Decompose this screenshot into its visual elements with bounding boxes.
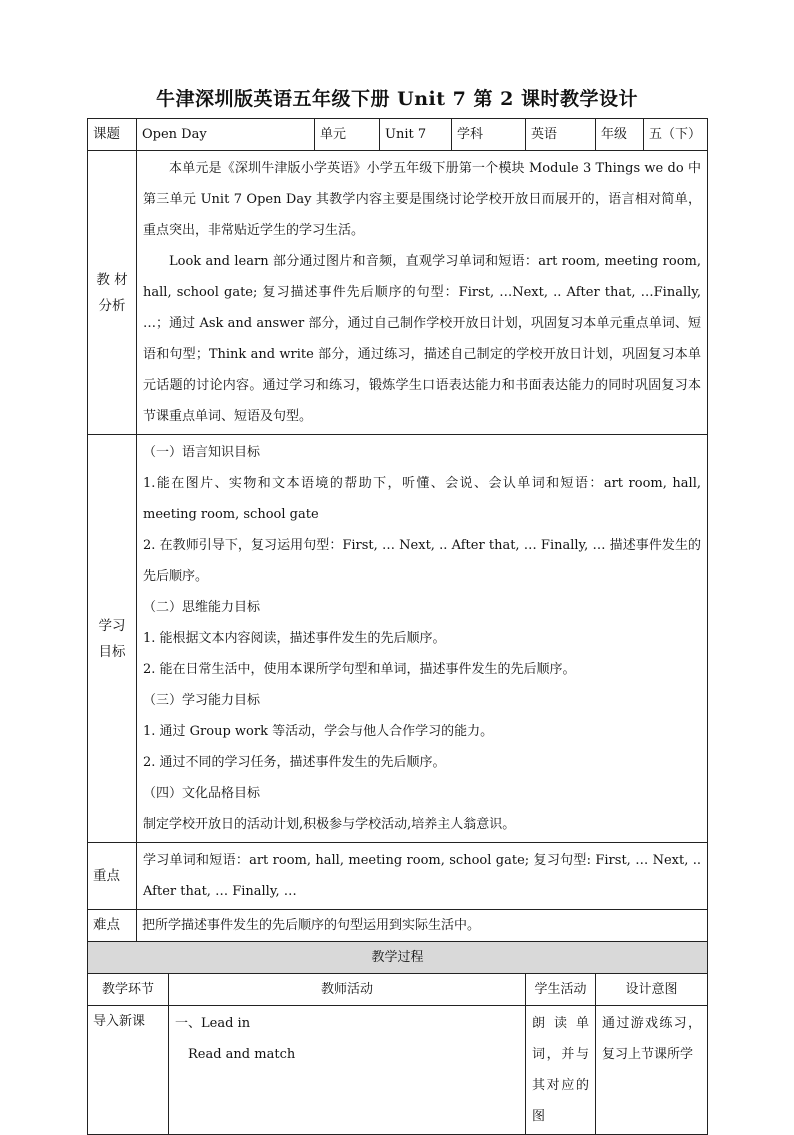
difficulties-text: 把所学描述事件发生的先后顺序的句型运用到实际生活中。 (137, 910, 708, 942)
process-intent (596, 1006, 708, 1135)
goal-line: 1. 通过 Group work 等活动，学会与他人合作学习的能力。 (143, 724, 494, 739)
subject-value: 英语 (526, 119, 596, 151)
goal-heading-language: （一）语言知识目标 (143, 445, 261, 460)
grade-label: 年级 (596, 119, 644, 151)
teacher-activity-line: 一、Lead in (175, 1016, 251, 1031)
analysis-paragraph-2: Look and learn 部分通过图片和音频，直观学习单词和短语：art room, meeting room, hall, school gate; 复习描述事件先后顺序的句型：First, …Next, .. After that, …Finally, …；通过 Ask and answer 部分，通过自己制作学校开放日计划，巩固复习本单元重点单词、短语和句型；Think and write 部分，通过练习，描述自己制定的学校开放日计划，巩固复习本单元话题的讨论内容。通过学习和练习，锻炼学生口语表达能力和书面表达能力的同时巩固复习本节课重点单词、短语及句型。 (143, 254, 702, 424)
col-stage: 教学环节 (88, 974, 169, 1006)
student-activity-text: 朗读单词，并与其对应的图 (532, 1016, 590, 1124)
process-row (88, 1006, 708, 1135)
analysis-label-line1: 教 材 (96, 271, 128, 288)
col-teacher: 教师活动 (169, 974, 526, 1006)
col-intent: 设计意图 (596, 974, 708, 1006)
goal-heading-learning: （三）学习能力目标 (143, 693, 261, 708)
key-points-text: 学习单词和短语：art room, hall, meeting room, school gate; 复习句型: First, … Next, .. After that, … Finally, … (143, 853, 702, 899)
goal-line: 2. 在教师引导下，复习运用句型：First, … Next, .. After that, … Finally, … 描述事件发生的先后顺序。 (143, 538, 702, 584)
difficulties-row (88, 910, 708, 942)
page-title: 牛津深圳版英语五年级下册 Unit 7 第 2 课时教学设计 (156, 88, 638, 110)
analysis-row (88, 151, 708, 435)
process-header: 教学过程 (88, 942, 708, 974)
goals-label (88, 435, 137, 843)
goal-heading-thinking: （二）思维能力目标 (143, 600, 261, 615)
goal-line: 2. 通过不同的学习任务，描述事件发生的先后顺序。 (143, 755, 446, 770)
process-teacher (169, 1006, 526, 1135)
topic-value: Open Day (137, 119, 315, 151)
unit-label: 单元 (315, 119, 380, 151)
topic-label: 课题 (88, 119, 137, 151)
goals-content (137, 435, 708, 843)
process-stage: 导入新课 (88, 1006, 169, 1135)
process-columns-row (88, 974, 708, 1006)
unit-value: Unit 7 (380, 119, 452, 151)
info-row (88, 119, 708, 151)
analysis-content (137, 151, 708, 435)
goals-label-line2: 目标 (98, 643, 126, 660)
key-points-label: 重点 (88, 843, 137, 910)
intent-text: 通过游戏练习，复习上节课所学 (602, 1016, 702, 1062)
subject-label: 学科 (452, 119, 526, 151)
goal-line: 1. 能根据文本内容阅读，描述事件发生的先后顺序。 (143, 631, 446, 646)
grade-value: 五（下） (644, 119, 708, 151)
goals-row (88, 435, 708, 843)
difficulties-label: 难点 (88, 910, 137, 942)
teacher-activity-line: Read and match (188, 1047, 296, 1062)
key-points-row (88, 843, 708, 910)
process-header-row (88, 942, 708, 974)
analysis-label (88, 151, 137, 435)
analysis-label-line2: 分析 (98, 297, 126, 314)
analysis-paragraph-1: 本单元是《深圳牛津版小学英语》小学五年级下册第一个模块 Module 3 Things we do 中第三单元 Unit 7 Open Day 其教学内容主要是围绕讨论学校开放日而展开的，语言相对简单，重点突出，非常贴近学生的学习生活。 (143, 161, 702, 238)
key-points-content (137, 843, 708, 910)
goal-line: 2. 能在日常生活中，使用本课所学句型和单词，描述事件发生的先后顺序。 (143, 662, 576, 677)
process-student (526, 1006, 596, 1135)
col-student: 学生活动 (526, 974, 596, 1006)
goals-label-line1: 学习 (98, 617, 126, 634)
lesson-plan-table (87, 118, 708, 1135)
goal-line: 1.能在图片、实物和文本语境的帮助下，听懂、会说、会认单词和短语：art room, hall, meeting room, school gate (143, 476, 702, 522)
goal-line: 制定学校开放日的活动计划,积极参与学校活动,培养主人翁意识。 (143, 817, 516, 832)
goal-heading-culture: （四）文化品格目标 (143, 786, 261, 801)
